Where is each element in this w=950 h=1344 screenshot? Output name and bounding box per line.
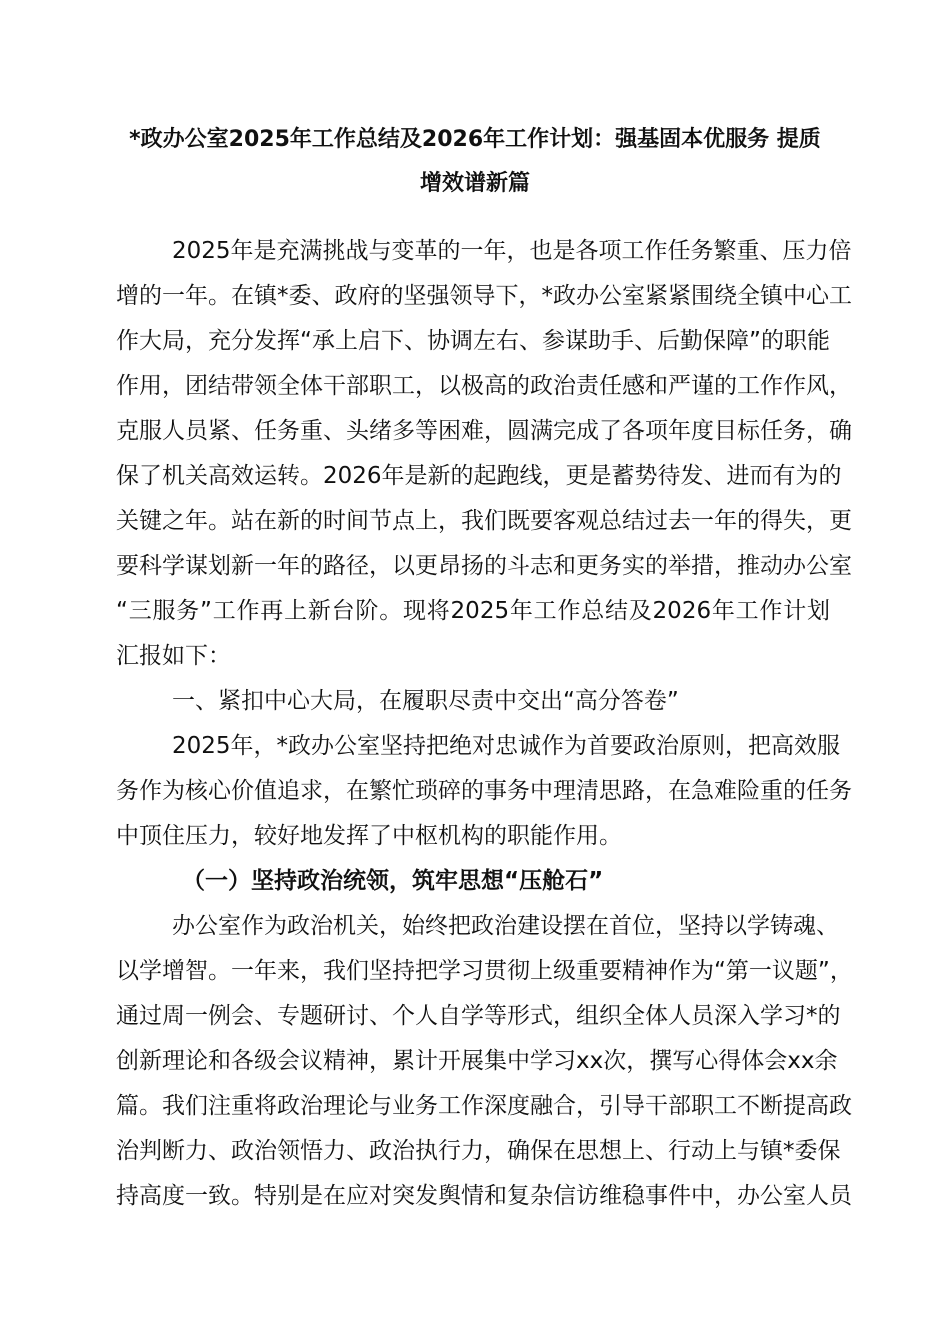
- paragraph-line: 以学增智。一年来，我们坚持把学习贯彻上级重要精神作为“第一议题”，: [116, 958, 853, 984]
- paragraph-line: 作用，团结带领全体干部职工，以极高的政治责任感和严谨的工作作风，: [116, 373, 852, 399]
- subheading-line: （一）坚持政治统领，筑牢思想“压舱石”: [182, 868, 604, 894]
- paragraph-line: 办公室作为政治机关，始终把政治建设摆在首位，坚持以学铸魂、: [172, 913, 839, 939]
- paragraph-line: 2025年是充满挑战与变革的一年，也是各项工作任务繁重、压力倍: [172, 238, 852, 264]
- paragraph-line: 关键之年。站在新的时间节点上，我们既要客观总结过去一年的得失，更: [116, 508, 852, 534]
- paragraph-line: 治判断力、政治领悟力、政治执行力，确保在思想上、行动上与镇*委保: [116, 1138, 841, 1164]
- heading-line: 一、紧扣中心大局，在履职尽责中交出“高分答卷”: [172, 688, 679, 714]
- paragraph-line: 作大局，充分发挥“承上启下、协调左右、参谋助手、后勤保障”的职能: [116, 328, 830, 354]
- document-title-line-1: *政办公室2025年工作总结及2026年工作计划：强基固本优服务 提质: [129, 127, 821, 152]
- paragraph-line: 保了机关高效运转。2026年是新的起跑线，更是蓄势待发、进而有为的: [116, 463, 842, 489]
- paragraph-line: 持高度一致。特别是在应对突发舆情和复杂信访维稳事件中，办公室人员: [116, 1183, 852, 1209]
- paragraph-line: 中顶住压力，较好地发挥了中枢机构的职能作用。: [116, 823, 622, 849]
- paragraph-line: 增的一年。在镇*委、政府的坚强领导下，*政办公室紧紧围绕全镇中心工: [116, 283, 852, 309]
- paragraph-line: 通过周一例会、专题研讨、个人自学等形式，组织全体人员深入学习*的: [116, 1003, 841, 1029]
- paragraph-line: 要科学谋划新一年的路径，以更昂扬的斗志和更务实的举措，推动办公室: [116, 553, 852, 579]
- paragraph-line: 克服人员紧、任务重、头绪多等困难，圆满完成了各项年度目标任务，确: [116, 418, 852, 444]
- paragraph-line: 创新理论和各级会议精神，累计开展集中学习xx次，撰写心得体会xx余: [116, 1048, 838, 1074]
- paragraph-line: 务作为核心价值追求，在繁忙琐碎的事务中理清思路，在急难险重的任务: [116, 778, 852, 804]
- paragraph-line: 汇报如下：: [116, 643, 231, 669]
- paragraph-line: “三服务”工作再上新台阶。现将2025年工作总结及2026年工作计划: [116, 598, 830, 624]
- paragraph-line: 篇。我们注重将政治理论与业务工作深度融合，引导干部职工不断提高政: [116, 1093, 852, 1119]
- document-title-line-2: 增效谱新篇: [419, 171, 530, 196]
- paragraph-line: 2025年，*政办公室坚持把绝对忠诚作为首要政治原则，把高效服: [172, 733, 841, 759]
